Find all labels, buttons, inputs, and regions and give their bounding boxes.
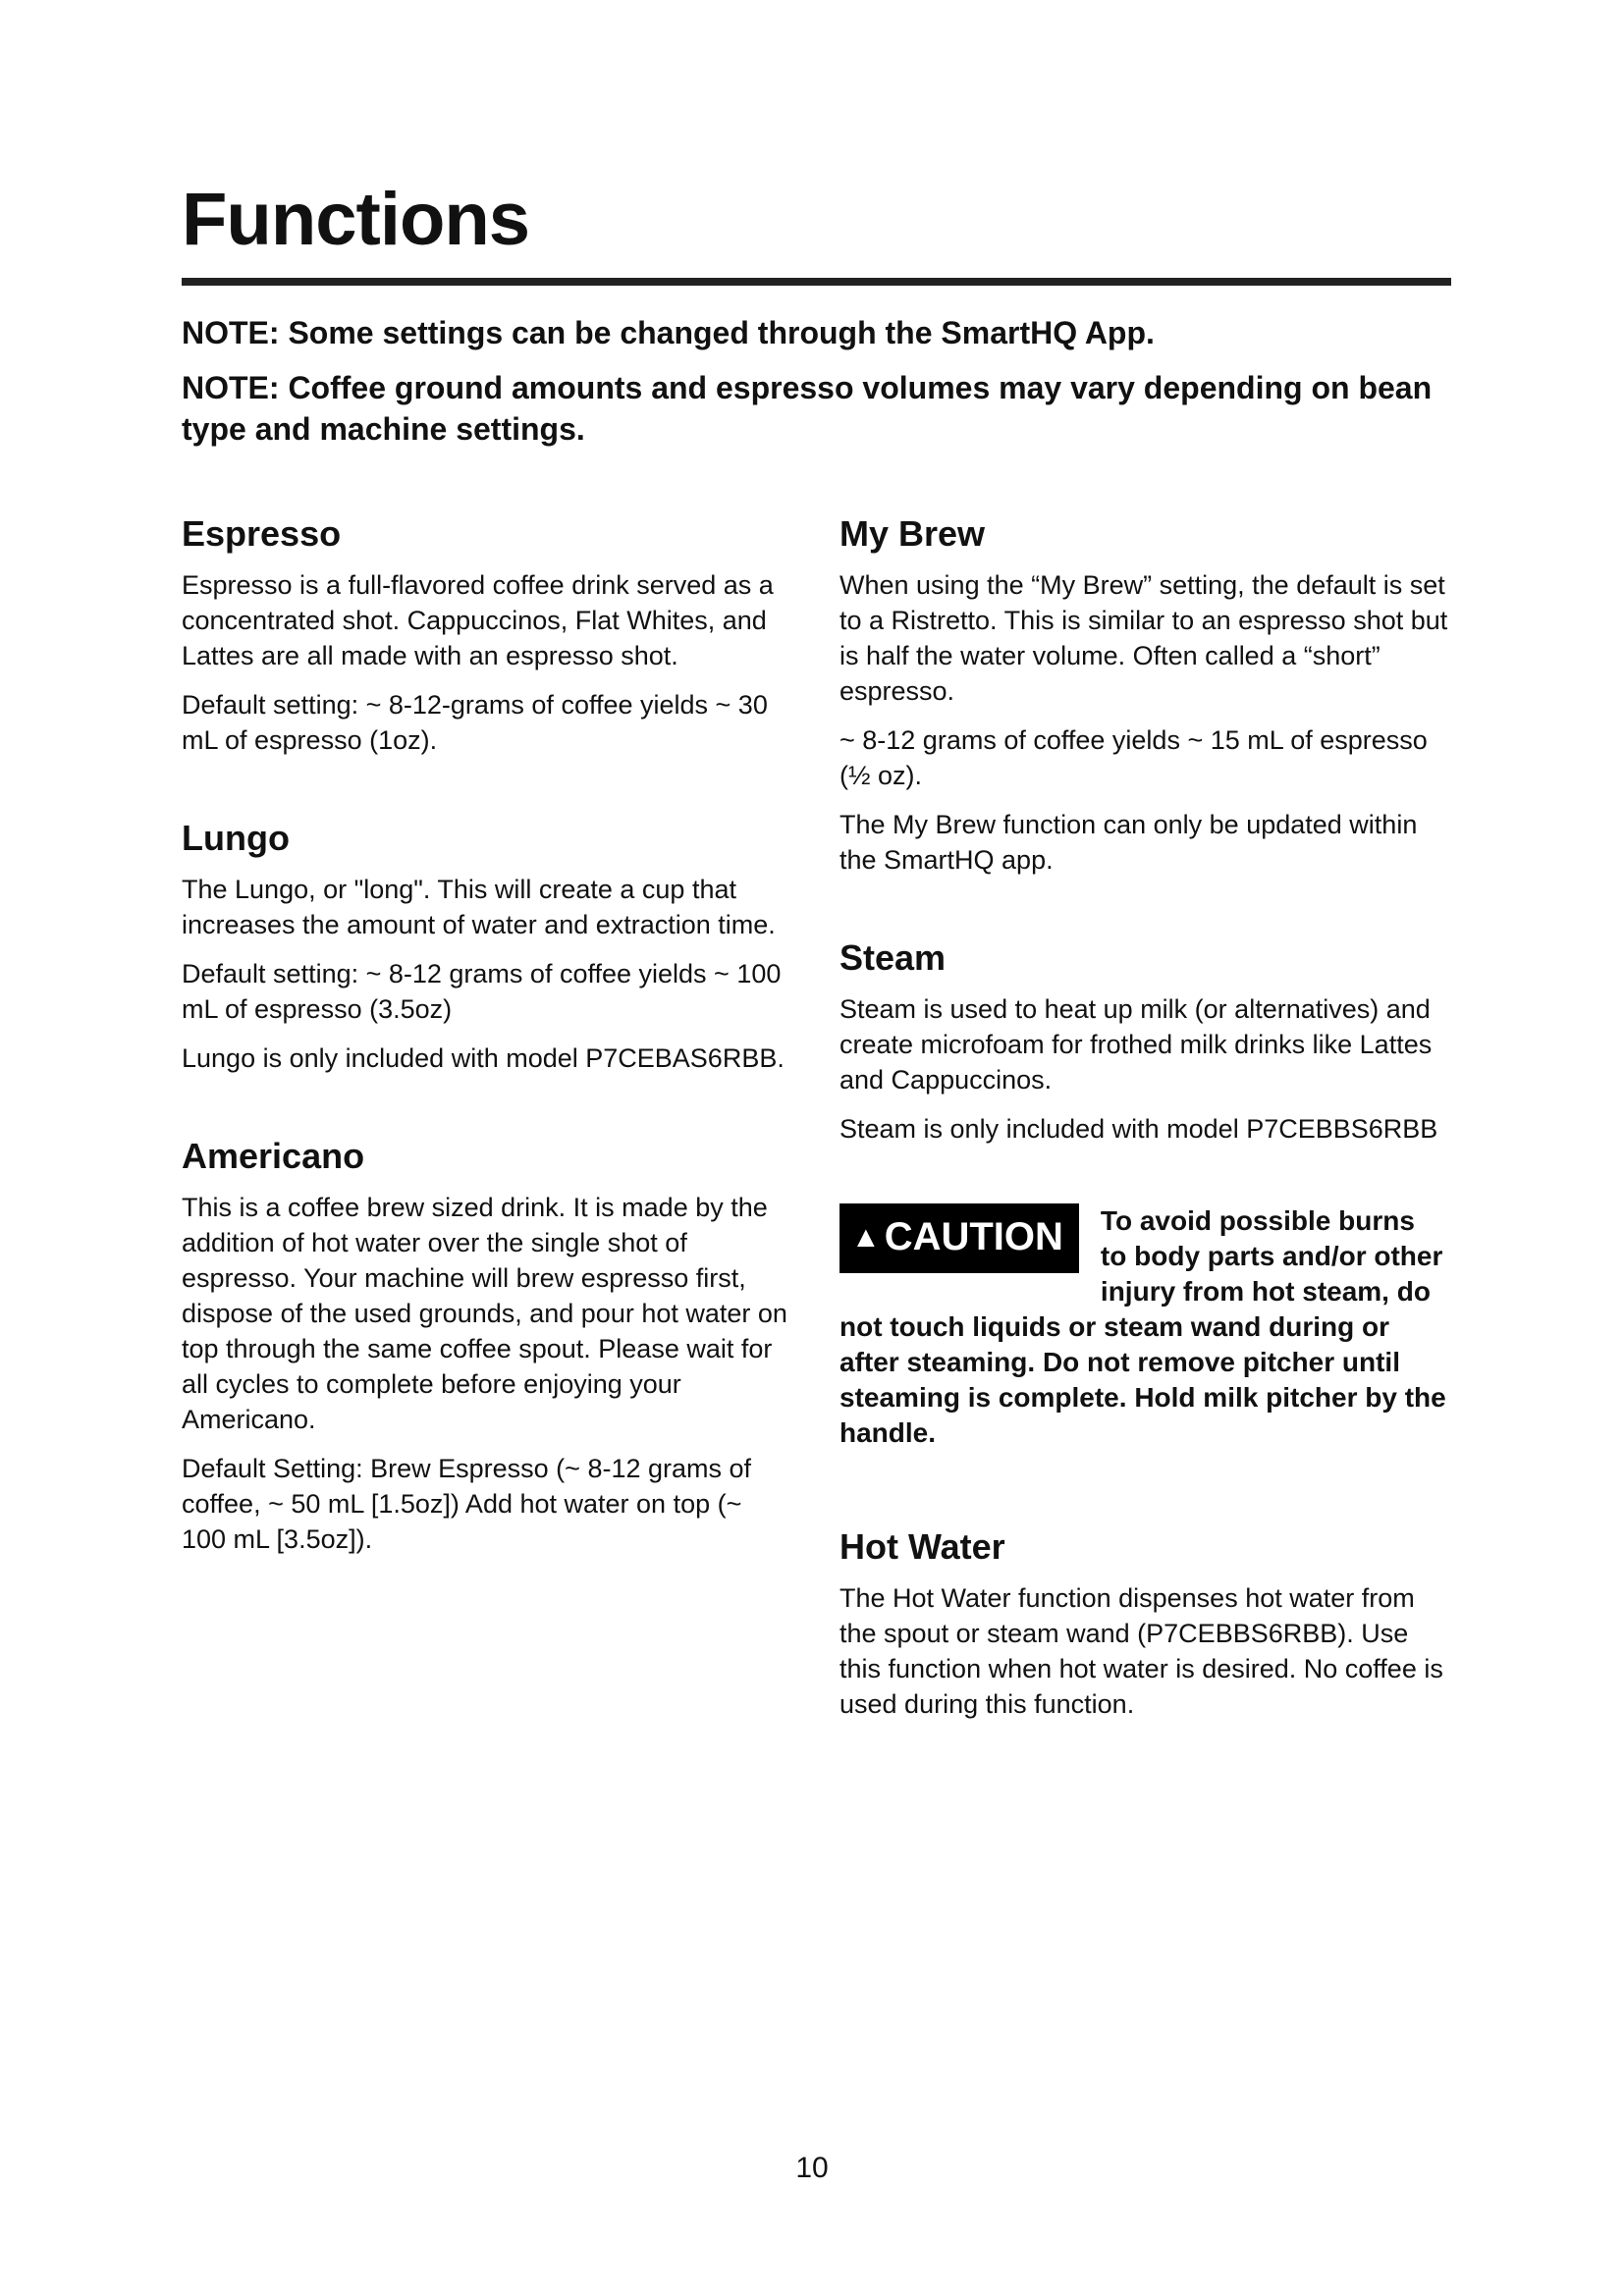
my-brew-app-note: The My Brew function can only be updated within the SmartHQ app. bbox=[839, 810, 1418, 875]
right-column bbox=[839, 510, 1448, 1779]
page-title: Functions bbox=[182, 178, 530, 261]
caution-text: To avoid possible burns to body parts and/or other injury from hot steam, do not touch liquids or steam wand during or after steaming. Do not remove pitcher until steaming is complete. Hold milk pitcher by the handle. bbox=[839, 1205, 1446, 1448]
my-brew-default-setting: ~ 8-12 grams of coffee yields ~ 15 mL of espresso (½ oz). bbox=[839, 725, 1428, 790]
note-smarthq: NOTE: Some settings can be changed through the SmartHQ App. bbox=[182, 315, 1155, 350]
steam-heading: Steam bbox=[839, 937, 947, 978]
steam-model-note: Steam is only included with model P7CEBBS6RBB bbox=[839, 1114, 1438, 1144]
caution-label: CAUTION bbox=[884, 1215, 1063, 1258]
left-column bbox=[182, 510, 790, 1614]
americano-description: This is a coffee brew sized drink. It is made by the addition of hot water over the single shot of espresso. Your machine will brew espresso first, dispose of the used grounds, and pour hot water on top through the same coffee spout. Please wait for all cycles to complete before enjoying your Americano. bbox=[182, 1193, 787, 1434]
espresso-description: Espresso is a full-flavored coffee drink served as a concentrated shot. Cappuccinos, Flat Whites, and Lattes are all made with an espresso shot. bbox=[182, 570, 774, 670]
lungo-default-setting: Default setting: ~ 8-12 grams of coffee yields ~ 100 mL of espresso (3.5oz) bbox=[182, 959, 782, 1024]
my-brew-description: When using the “My Brew” setting, the default is set to a Ristretto. This is similar to an espresso shot but is half the water volume. Often called a “short” espresso. bbox=[839, 570, 1448, 706]
section-my-brew bbox=[839, 510, 1448, 878]
americano-heading: Americano bbox=[182, 1136, 365, 1176]
lungo-heading: Lungo bbox=[182, 818, 290, 858]
hot-water-description: The Hot Water function dispenses hot water from the spout or steam wand (P7CEBBS6RBB). Use this function when hot water is desired. No coffee is used during this function. bbox=[839, 1583, 1443, 1719]
steam-description: Steam is used to heat up milk (or alternatives) and create microfoam for frothed milk drinks like Lattes and Cappuccinos. bbox=[839, 994, 1433, 1095]
hot-water-heading: Hot Water bbox=[839, 1526, 1005, 1567]
warning-triangle-icon: ▲ bbox=[851, 1221, 881, 1254]
section-espresso bbox=[182, 510, 790, 758]
section-hot-water bbox=[839, 1523, 1448, 1722]
section-lungo bbox=[182, 815, 790, 1076]
notes-block bbox=[182, 312, 1451, 463]
caution-badge bbox=[839, 1203, 1079, 1273]
title-divider bbox=[182, 278, 1451, 286]
espresso-default-setting: Default setting: ~ 8-12-grams of coffee yields ~ 30 mL of espresso (1oz). bbox=[182, 690, 768, 755]
caution-warning bbox=[839, 1203, 1448, 1451]
lungo-model-note: Lungo is only included with model P7CEBAS6RBB. bbox=[182, 1043, 785, 1073]
section-steam bbox=[839, 934, 1448, 1147]
americano-default-setting: Default Setting: Brew Espresso (~ 8-12 grams of coffee, ~ 50 mL [1.5oz]) Add hot water on top (~ 100 mL [3.5oz]). bbox=[182, 1454, 752, 1554]
note-variation: NOTE: Coffee ground amounts and espresso volumes may vary depending on bean type and machine settings. bbox=[182, 370, 1433, 447]
espresso-heading: Espresso bbox=[182, 513, 342, 554]
my-brew-heading: My Brew bbox=[839, 513, 986, 554]
page-number: 10 bbox=[795, 2152, 829, 2184]
lungo-description: The Lungo, or "long". This will create a cup that increases the amount of water and extraction time. bbox=[182, 875, 776, 939]
section-americano bbox=[182, 1133, 790, 1557]
